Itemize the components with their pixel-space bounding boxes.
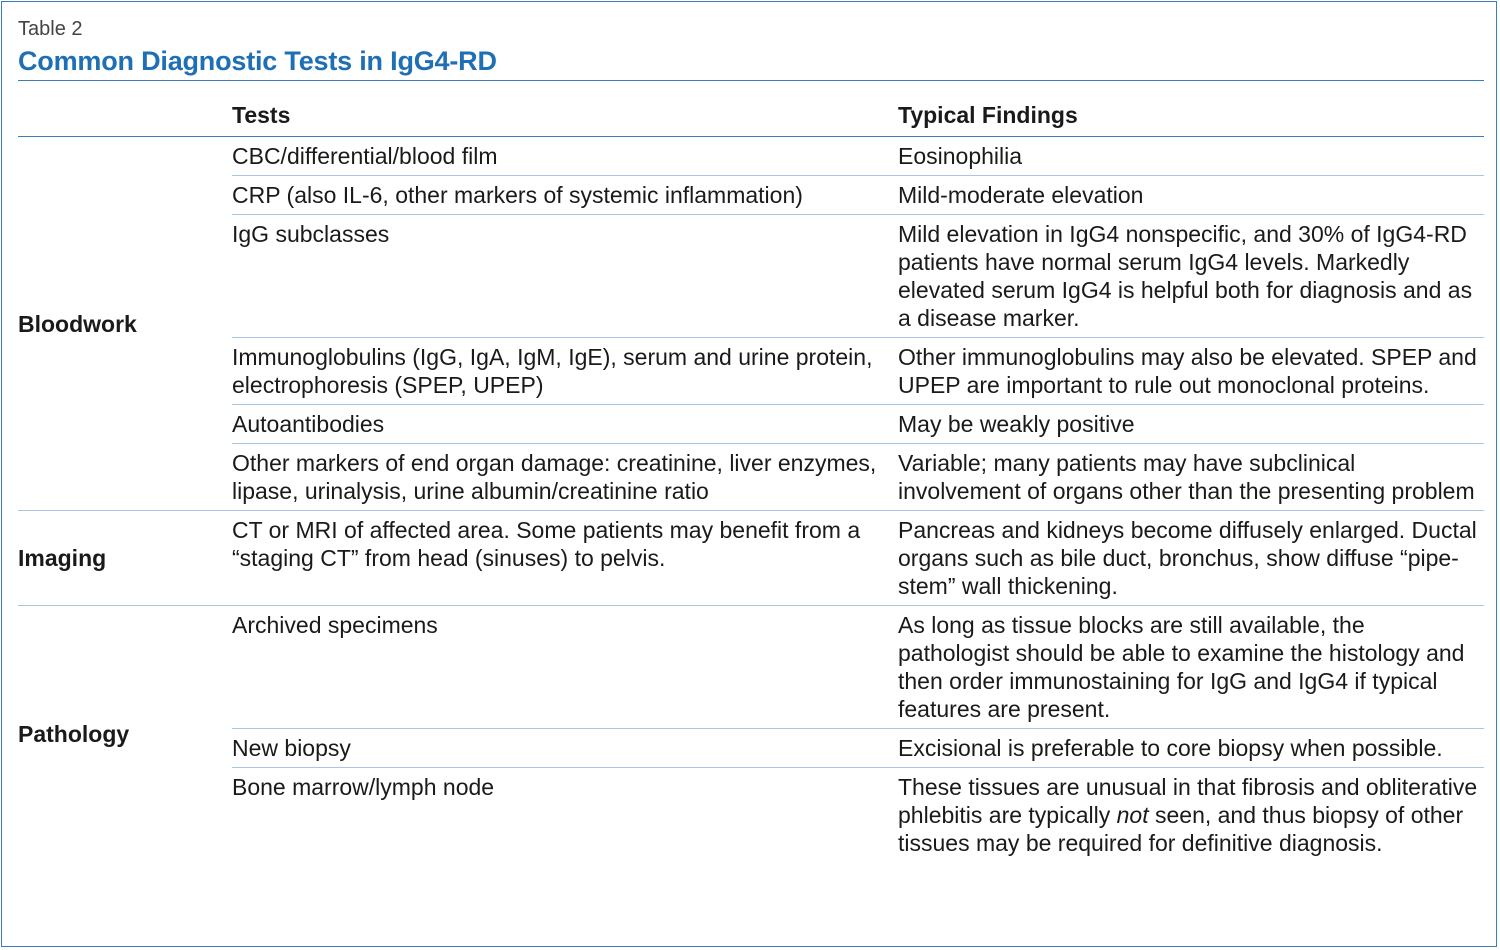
- test-cell: Autoantibodies: [232, 405, 898, 444]
- table-row: [18, 444, 1484, 511]
- table-row: [18, 729, 1484, 768]
- table-row: [18, 405, 1484, 444]
- finding-cell: May be weakly positive: [898, 405, 1484, 444]
- table-row: [18, 511, 1484, 606]
- title-divider: [18, 80, 1484, 81]
- finding-cell: Excisional is preferable to core biopsy when possible.: [898, 729, 1484, 768]
- finding-cell: Pancreas and kidneys become diffusely enlarged. Ductal organs such as bile duct, bronchus, show diffuse “pipe-stem” wall thickening.: [898, 511, 1484, 606]
- table-row: [18, 176, 1484, 215]
- test-cell: Immunoglobulins (IgG, IgA, IgM, IgE), serum and urine protein, electrophoresis (SPEP, UPEP): [232, 338, 898, 405]
- tests-header: Tests: [232, 97, 898, 137]
- diagnostic-tests-table: [18, 97, 1484, 862]
- finding-cell: Other immunoglobulins may also be elevated. SPEP and UPEP are important to rule out monoclonal proteins.: [898, 338, 1484, 405]
- finding-cell: [898, 768, 1484, 863]
- finding-cell: Eosinophilia: [898, 143, 1023, 169]
- test-cell: Bone marrow/lymph node: [232, 768, 898, 863]
- table-row: [18, 137, 1484, 176]
- table-row: [18, 768, 1484, 863]
- test-cell: IgG subclasses: [232, 215, 898, 338]
- category-imaging: Imaging: [18, 511, 232, 606]
- test-cell: Archived specimens: [232, 606, 898, 729]
- test-cell: New biopsy: [232, 729, 898, 768]
- test-cell: Other markers of end organ damage: creatinine, liver enzymes, lipase, urinalysis, urine albumin/creatinine ratio: [232, 444, 898, 511]
- category-header-spacer: [18, 97, 232, 137]
- table-title: Common Diagnostic Tests in IgG4-RD: [18, 46, 497, 76]
- table-frame: [1, 1, 1497, 947]
- finding-cell: As long as tissue blocks are still available, the pathologist should be able to examine the histology and then order immunostaining for IgG and IgG4 if typical features are present.: [898, 606, 1484, 729]
- finding-text-after: seen, and thus biopsy of other tissues may be required for definitive diagnosis.: [898, 802, 1464, 856]
- header-row: [18, 97, 1484, 137]
- test-cell: CRP (also IL-6, other markers of systemic inflammation): [232, 176, 898, 215]
- table-label: Table 2: [18, 18, 83, 40]
- finding-cell: Mild-moderate elevation: [898, 176, 1484, 215]
- finding-text-before: These tissues are unusual in that fibrosis and obliterative phlebitis are typically: [898, 774, 1478, 828]
- test-cell: CT or MRI of affected area. Some patients may benefit from a “staging CT” from head (sinuses) to pelvis.: [232, 511, 898, 606]
- table-row: [18, 606, 1484, 729]
- finding-cell: Variable; many patients may have subclinical involvement of organs other than the presenting problem: [898, 444, 1484, 511]
- findings-header: Typical Findings: [898, 97, 1484, 137]
- finding-emphasis: not: [1116, 802, 1149, 828]
- finding-cell: Mild elevation in IgG4 nonspecific, and 30% of IgG4-RD patients have normal serum IgG4 levels. Markedly elevated serum IgG4 is helpful both for diagnosis and as a disease marker.: [898, 215, 1484, 338]
- table-row: [18, 215, 1484, 338]
- category-bloodwork: Bloodwork: [18, 310, 137, 337]
- category-pathology: Pathology: [18, 606, 232, 863]
- test-cell: CBC/differential/blood film: [232, 143, 498, 169]
- table-row: [18, 338, 1484, 405]
